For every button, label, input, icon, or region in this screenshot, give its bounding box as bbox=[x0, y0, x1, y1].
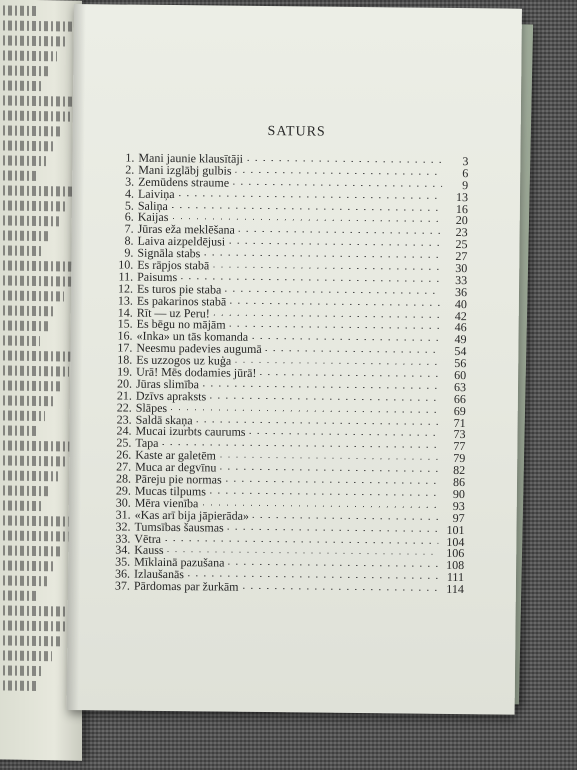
toc-entry-title: Saliņa bbox=[137, 198, 168, 213]
toc-leader-dots bbox=[249, 433, 439, 436]
bleed-text-line bbox=[0, 335, 40, 346]
toc-entry-page: 16 bbox=[455, 201, 468, 216]
toc-entry-number: 22. bbox=[116, 400, 132, 415]
toc-entry-number: 37. bbox=[114, 578, 130, 593]
toc-list bbox=[108, 152, 469, 596]
toc-entry-title: Paisums bbox=[137, 269, 178, 285]
toc-entry-number: 21. bbox=[116, 388, 132, 403]
toc-entry-page: 33 bbox=[455, 272, 468, 288]
toc-entry-page: 23 bbox=[455, 225, 468, 240]
toc-entry-title: Laiviņa bbox=[137, 186, 175, 201]
toc-entry-number: 32. bbox=[115, 519, 131, 534]
toc-entry-page: 108 bbox=[446, 558, 465, 573]
toc-entry-title: Dzīvs apraksts bbox=[135, 388, 207, 404]
bleed-text-line bbox=[0, 5, 36, 16]
toc-entry-number: 31. bbox=[115, 507, 131, 522]
toc-entry-number: 15. bbox=[117, 316, 133, 332]
toc-entry-title: Mīklainā pazušana bbox=[134, 554, 225, 570]
toc-entry-number: 24. bbox=[116, 423, 132, 439]
toc-entry-title: Es pakarinos stabā bbox=[136, 293, 227, 309]
bleed-text-line bbox=[0, 50, 57, 61]
toc-entry-title: Urā! Mēs dodamies jūrā! bbox=[136, 364, 257, 380]
toc-entry-number: 10. bbox=[118, 257, 134, 272]
toc-entry-title: Kaste ar galetēm bbox=[135, 447, 216, 463]
toc-leader-dots bbox=[220, 457, 439, 460]
toc-entry-page: 82 bbox=[453, 463, 466, 478]
toc-entry-title: Vētra bbox=[134, 531, 162, 546]
bleed-text-line bbox=[0, 110, 70, 121]
toc-entry-title: «Inka» un tās komanda bbox=[136, 329, 249, 345]
contents-page bbox=[67, 4, 522, 715]
toc-entry-page: 106 bbox=[446, 546, 465, 561]
bleed-text-line bbox=[0, 605, 76, 616]
toc-entry-number: 34. bbox=[115, 542, 131, 558]
toc-entry-number: 36. bbox=[114, 566, 131, 581]
toc-entry-page: 90 bbox=[452, 486, 465, 502]
bleed-text-line bbox=[0, 35, 65, 46]
bleed-text-line bbox=[0, 350, 77, 361]
bleed-text-line bbox=[0, 575, 47, 586]
toc-leader-dots bbox=[230, 326, 441, 329]
toc-entry-title: Es bēgu no mājām bbox=[136, 317, 226, 333]
toc-entry-page: 46 bbox=[454, 320, 467, 335]
toc-leader-dots bbox=[172, 218, 441, 222]
toc-leader-dots bbox=[266, 350, 441, 353]
toc-entry-number: 28. bbox=[115, 471, 132, 486]
toc-entry-page: 42 bbox=[454, 308, 467, 323]
toc-leader-dots bbox=[228, 528, 439, 531]
toc-entry-title: Signāla stabs bbox=[137, 245, 201, 261]
toc-entry-page: 66 bbox=[453, 391, 466, 406]
toc-entry-page: 40 bbox=[454, 296, 467, 311]
toc-leader-dots bbox=[214, 314, 441, 317]
toc-leader-dots bbox=[197, 421, 440, 425]
bleed-text-line bbox=[0, 320, 48, 331]
bleed-text-line bbox=[0, 545, 63, 556]
toc-entry-title: Mucai izurbts caurums bbox=[135, 424, 246, 440]
toc-entry-page: 60 bbox=[454, 368, 467, 383]
toc-leader-dots bbox=[210, 492, 439, 495]
toc-leader-dots bbox=[203, 385, 440, 388]
toc-entry-number: 23. bbox=[116, 412, 132, 427]
toc-entry-title: Laiva aizpeldējusi bbox=[137, 233, 226, 249]
bleed-text-line bbox=[0, 20, 73, 31]
toc-entry-page: 13 bbox=[455, 189, 469, 204]
toc-entry-number: 8. bbox=[124, 233, 134, 248]
toc-entry-number: 2. bbox=[125, 162, 135, 177]
bleed-text-line bbox=[0, 245, 43, 256]
bleed-text-line bbox=[0, 95, 78, 106]
toc-entry-title: Muca ar degvīnu bbox=[135, 459, 217, 475]
toc-entry-number: 26. bbox=[116, 447, 132, 462]
toc-entry-number: 16. bbox=[117, 328, 133, 343]
toc-entry-number: 18. bbox=[117, 352, 133, 367]
toc-entry-page: 36 bbox=[454, 284, 468, 299]
toc-entry-title: Pāreju pie normas bbox=[134, 471, 222, 487]
toc-entry-page: 93 bbox=[452, 498, 465, 513]
toc-entry-number: 12. bbox=[117, 281, 134, 296]
toc-leader-dots bbox=[188, 575, 438, 579]
bleed-text-line bbox=[0, 230, 51, 241]
bleed-text-line bbox=[0, 380, 61, 391]
toc-leader-dots bbox=[220, 469, 439, 472]
bleed-text-line bbox=[0, 665, 44, 676]
toc-title: SATURS bbox=[267, 124, 326, 140]
bleed-text-line bbox=[0, 410, 45, 421]
toc-entry-number: 9. bbox=[124, 245, 134, 260]
toc-leader-dots bbox=[172, 207, 442, 211]
toc-leader-dots bbox=[165, 539, 438, 543]
toc-entry-page: 3 bbox=[462, 154, 469, 169]
toc-entry-page: 104 bbox=[446, 534, 465, 549]
bleed-text-line bbox=[0, 65, 49, 76]
bleed-text-line bbox=[0, 185, 75, 196]
toc-entry-page: 49 bbox=[454, 332, 467, 347]
toc-leader-dots bbox=[213, 266, 441, 269]
bleed-text-line bbox=[0, 170, 38, 181]
toc-entry-number: 29. bbox=[115, 483, 131, 498]
toc-leader-dots bbox=[179, 195, 442, 199]
toc-entry-page: 30 bbox=[455, 261, 468, 276]
toc-entry-title: Es rāpjos stabā bbox=[137, 257, 210, 273]
toc-entry-number: 27. bbox=[116, 459, 132, 474]
toc-entry-number: 20. bbox=[116, 376, 133, 391]
bleed-text-line bbox=[0, 500, 42, 511]
toc-entry-page: 77 bbox=[453, 439, 466, 454]
bleed-text-line bbox=[0, 530, 71, 541]
toc-entry-title: Tapa bbox=[135, 436, 159, 451]
toc-entry-number: 17. bbox=[117, 340, 133, 355]
toc-entry-number: 6. bbox=[124, 209, 134, 225]
toc-entry-number: 19. bbox=[117, 364, 133, 379]
toc-leader-dots bbox=[252, 338, 440, 341]
toc-entry-page: 27 bbox=[455, 249, 468, 264]
toc-entry-title: Kauss bbox=[134, 543, 164, 558]
toc-entry-title: Zemūdens straume bbox=[138, 174, 230, 190]
toc-entry-title: Slāpes bbox=[135, 400, 168, 415]
toc-entry-number: 25. bbox=[116, 435, 132, 450]
bleed-text-line bbox=[0, 365, 69, 376]
bleed-text-line bbox=[0, 275, 72, 286]
bleed-text-line bbox=[0, 155, 46, 166]
bleed-text-line bbox=[0, 260, 80, 271]
toc-leader-dots bbox=[226, 481, 439, 484]
toc-entry-page: 97 bbox=[452, 510, 465, 525]
toc-entry-page: 9 bbox=[462, 177, 469, 192]
toc-entry-page: 114 bbox=[446, 581, 464, 597]
toc-leader-dots bbox=[233, 183, 442, 186]
toc-entry-page: 86 bbox=[452, 475, 466, 490]
toc-entry-number: 11. bbox=[118, 269, 134, 284]
bleed-text-line bbox=[0, 620, 68, 631]
toc-entry-page: 56 bbox=[454, 356, 467, 371]
toc-entry-title: Saldā skaņa bbox=[135, 412, 193, 427]
toc-entry-page: 79 bbox=[453, 451, 466, 466]
toc-leader-dots bbox=[202, 504, 438, 507]
toc-entry-title: Izlaušanās bbox=[133, 566, 185, 582]
toc-entry-page: 71 bbox=[453, 415, 466, 430]
toc-entry-page: 69 bbox=[453, 403, 466, 418]
toc-entry-title: Jūras eža meklēšana bbox=[137, 222, 236, 238]
toc-leader-dots bbox=[171, 409, 440, 413]
bleed-text-line bbox=[0, 80, 41, 91]
toc-entry-page: 6 bbox=[462, 165, 469, 181]
toc-entry-page: 25 bbox=[455, 237, 468, 252]
toc-entry-number: 7. bbox=[124, 221, 134, 236]
toc-leader-dots bbox=[243, 588, 438, 591]
toc-entry-title: Mani izglābj gulbis bbox=[138, 162, 232, 178]
toc-entry-number: 5. bbox=[124, 198, 134, 213]
bleed-text-line bbox=[0, 425, 37, 436]
bleed-text-line bbox=[0, 200, 67, 211]
bleed-text-line bbox=[0, 455, 66, 466]
toc-entry-page: 54 bbox=[454, 344, 467, 359]
toc-entry-number: 3. bbox=[125, 174, 135, 189]
toc-entry-title: Es uzzogos uz kuģa bbox=[136, 352, 232, 368]
toc-leader-dots bbox=[236, 172, 443, 175]
toc-entry-number: 33. bbox=[115, 530, 131, 546]
toc-leader-dots bbox=[239, 231, 442, 234]
toc-entry-number: 13. bbox=[117, 293, 133, 308]
toc-leader-dots bbox=[163, 444, 440, 448]
bleed-text-line bbox=[0, 305, 56, 316]
toc-leader-dots bbox=[168, 551, 439, 555]
toc-entry-title: Mucas tilpums bbox=[134, 483, 206, 499]
toc-entry-number: 1. bbox=[125, 150, 135, 165]
bleed-text-line bbox=[0, 485, 50, 496]
toc-entry-title: «Kas arī bija jāpierāda» bbox=[134, 507, 250, 523]
toc-entry bbox=[108, 580, 464, 596]
toc-leader-dots bbox=[235, 362, 440, 365]
bleed-text-line bbox=[0, 395, 53, 406]
toc-entry-title: Kaijas bbox=[137, 210, 169, 225]
toc-entry-title: Rīt — uz Peru! bbox=[136, 305, 210, 321]
toc-leader-dots bbox=[225, 290, 441, 293]
bleed-text-line bbox=[0, 140, 54, 151]
toc-entry-title: Jūras slimība bbox=[135, 376, 200, 392]
bleed-text-line bbox=[0, 440, 74, 451]
bleed-text-line bbox=[0, 635, 60, 646]
toc-leader-dots bbox=[230, 302, 441, 305]
toc-entry-page: 111 bbox=[446, 570, 465, 585]
toc-entry-title: Neesmu padevies augumā bbox=[136, 340, 262, 357]
bleed-text-line bbox=[0, 470, 58, 481]
toc-leader-dots bbox=[181, 278, 441, 282]
bleed-text-line bbox=[0, 290, 64, 301]
toc-entry-title: Mēra vienība bbox=[134, 495, 199, 511]
toc-leader-dots bbox=[260, 374, 440, 377]
toc-leader-dots bbox=[229, 243, 441, 246]
bleed-text-line bbox=[0, 515, 79, 526]
toc-entry-title: Tumsības šausmas bbox=[134, 519, 224, 535]
toc-entry-number: 14. bbox=[117, 305, 133, 320]
toc-leader-dots bbox=[247, 160, 442, 163]
toc-entry-page: 20 bbox=[455, 213, 468, 228]
toc-entry-title: Pārdomas par žurkām bbox=[133, 578, 239, 594]
toc-entry-title: Mani jaunie klausītāji bbox=[138, 150, 244, 166]
toc-entry-page: 73 bbox=[453, 427, 466, 442]
toc-entry-number: 4. bbox=[124, 186, 135, 201]
toc-entry-number: 30. bbox=[115, 495, 131, 510]
bleed-text-line bbox=[0, 680, 36, 691]
bleed-text-line bbox=[0, 650, 52, 661]
toc-entry-number: 35. bbox=[115, 554, 131, 569]
toc-entry-page: 101 bbox=[446, 522, 465, 537]
bleed-text-line bbox=[0, 125, 62, 136]
toc-leader-dots bbox=[228, 564, 438, 567]
bleed-text-line bbox=[0, 215, 59, 226]
toc-leader-dots bbox=[204, 255, 441, 258]
bleed-text-line bbox=[0, 590, 39, 601]
bleed-text-line bbox=[0, 560, 55, 571]
toc-leader-dots bbox=[253, 517, 439, 520]
toc-entry-page: 63 bbox=[453, 379, 467, 395]
toc-leader-dots bbox=[210, 397, 440, 400]
toc-entry-title: Es turos pie staba bbox=[136, 281, 222, 297]
